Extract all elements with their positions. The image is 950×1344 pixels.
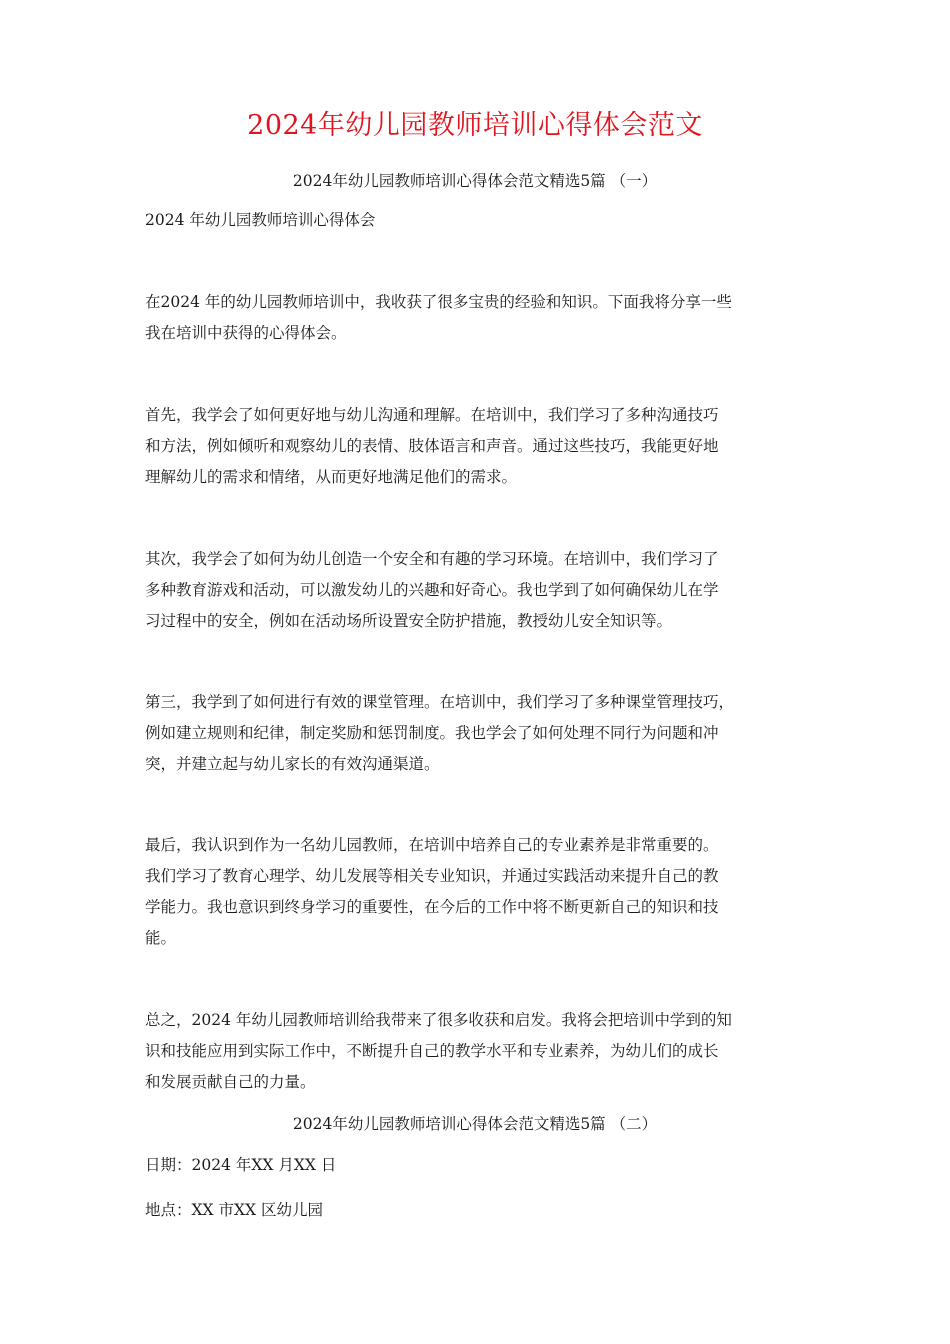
paragraph-second bbox=[145, 544, 813, 637]
section-2-heading: 2024年幼儿园教师培训心得体会范文精选5篇 （二） bbox=[292, 1115, 658, 1133]
paragraph-line: 能。 bbox=[145, 929, 177, 947]
paragraph-line: 总之，2024 年幼儿园教师培训给我带来了很多收获和启发。我将会把培训中学到的知 bbox=[145, 1011, 732, 1029]
date-line bbox=[145, 1150, 813, 1181]
paragraph-line: 识和技能应用到实际工作中，不断提升自己的教学水平和专业素养，为幼儿们的成长 bbox=[145, 1042, 719, 1060]
paragraph-line: 和发展贡献自己的力量。 bbox=[145, 1073, 316, 1091]
location-line bbox=[145, 1195, 813, 1226]
section-1-heading: 2024年幼儿园教师培训心得体会范文精选5篇 （一） bbox=[292, 172, 658, 190]
paragraph-line: 习过程中的安全，例如在活动场所设置安全防护措施，教授幼儿安全知识等。 bbox=[145, 612, 673, 630]
paragraph-line: 首先，我学会了如何更好地与幼儿沟通和理解。在培训中，我们学习了多种沟通技巧 bbox=[145, 406, 719, 424]
paragraph-line: 多种教育游戏和活动，可以激发幼儿的兴趣和好奇心。我也学到了如何确保幼儿在学 bbox=[145, 581, 719, 599]
paragraph-line: 最后，我认识到作为一名幼儿园教师，在培训中培养自己的专业素养是非常重要的。 bbox=[145, 836, 719, 854]
paragraph-last bbox=[145, 830, 813, 954]
paragraph-line: 例如建立规则和纪律，制定奖励和惩罚制度。我也学会了如何处理不同行为问题和冲 bbox=[145, 724, 719, 742]
paragraph-line: 我们学习了教育心理学、幼儿发展等相关专业知识，并通过实践活动来提升自己的教 bbox=[145, 867, 719, 885]
paragraph-line: 和方法，例如倾听和观察幼儿的表情、肢体语言和声音。通过这些技巧，我能更好地 bbox=[145, 437, 719, 455]
paragraph-third bbox=[145, 687, 813, 780]
paragraph-conclusion bbox=[145, 1005, 813, 1098]
document-title: 2024年幼儿园教师培训心得体会范文 bbox=[247, 110, 703, 141]
paragraph-line: 第三，我学到了如何进行有效的课堂管理。在培训中，我们学习了多种课堂管理技巧， bbox=[145, 693, 735, 711]
date-text: 日期：2024 年XX 月XX 日 bbox=[145, 1156, 337, 1174]
paragraph-line: 其次，我学会了如何为幼儿创造一个安全和有趣的学习环境。在培训中，我们学习了 bbox=[145, 550, 719, 568]
paragraph-line: 突，并建立起与幼儿家长的有效沟通渠道。 bbox=[145, 755, 440, 773]
paragraph-line: 在2024 年的幼儿园教师培训中，我收获了很多宝贵的经验和知识。下面我将分享一些 bbox=[145, 293, 732, 311]
section-1-subheading bbox=[145, 205, 813, 236]
paragraph-line: 我在培训中获得的心得体会。 bbox=[145, 324, 347, 342]
paragraph-first bbox=[145, 400, 813, 493]
paragraph-line: 理解幼儿的需求和情绪，从而更好地满足他们的需求。 bbox=[145, 468, 518, 486]
subheading-text: 2024 年幼儿园教师培训心得体会 bbox=[145, 211, 376, 229]
paragraph-intro bbox=[145, 287, 813, 349]
location-text: 地点：XX 市XX 区幼儿园 bbox=[145, 1201, 323, 1219]
paragraph-line: 学能力。我也意识到终身学习的重要性，在今后的工作中将不断更新自己的知识和技 bbox=[145, 898, 719, 916]
